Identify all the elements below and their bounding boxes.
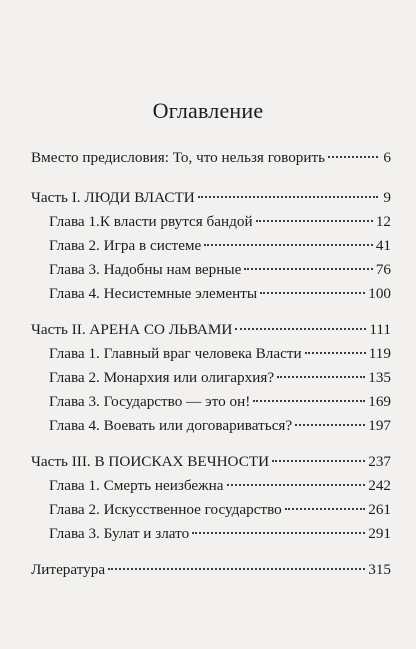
toc-entry-chapter[interactable]: [31, 390, 391, 414]
toc-page-number: 119: [368, 345, 391, 362]
toc-entry-label: Глава 3. Булат и злато: [49, 525, 190, 542]
toc-page-number: 242: [368, 477, 391, 494]
toc-page-number: 135: [368, 369, 391, 386]
dot-leader: [244, 267, 373, 270]
toc-page-number: 169: [368, 393, 391, 410]
toc-entry-label: Литература: [31, 561, 106, 578]
dot-leader: [272, 459, 365, 462]
toc-page-number: 41: [375, 237, 391, 254]
dot-leader: [192, 531, 365, 534]
toc-page-number: 291: [368, 525, 391, 542]
dot-leader: [295, 423, 365, 426]
toc-entry-part-1[interactable]: [31, 186, 391, 210]
dot-leader: [256, 219, 373, 222]
toc-entry-chapter[interactable]: [31, 258, 391, 282]
toc-entry-label: Глава 1. Смерть неизбежна: [49, 477, 224, 494]
toc-entry-chapter[interactable]: [31, 522, 391, 546]
toc-entry-label: Глава 3. Государство — это он!: [49, 393, 251, 410]
dot-leader: [277, 375, 365, 378]
toc-entry-chapter[interactable]: [31, 282, 391, 306]
dot-leader: [204, 243, 373, 246]
toc-entry-chapter[interactable]: [31, 342, 391, 366]
toc-entry-preface[interactable]: [31, 146, 391, 170]
toc-entry-label: Вместо предисловия: То, что нельзя говорить: [31, 149, 326, 166]
toc-page-number: 100: [368, 285, 391, 302]
toc-page-number: 111: [369, 321, 391, 338]
toc-entry-label: Глава 1. Главный враг человека Власти: [49, 345, 302, 362]
toc-entry-chapter[interactable]: [31, 234, 391, 258]
dot-leader: [285, 507, 365, 510]
dot-leader: [235, 327, 366, 330]
toc-page-number: 12: [375, 213, 391, 230]
toc-page-number: 315: [368, 561, 391, 578]
toc-page-number: 9: [383, 189, 391, 206]
dot-leader: [305, 351, 366, 354]
toc-entry-label: Глава 4. Воевать или договариваться?: [49, 417, 293, 434]
toc-page-number: 76: [375, 261, 391, 278]
toc-page-number: 6: [383, 149, 391, 166]
toc-entry-part-2[interactable]: [31, 318, 391, 342]
toc-entry-chapter[interactable]: [31, 498, 391, 522]
toc-entry-label: Часть II. АРЕНА СО ЛЬВАМИ: [31, 321, 233, 338]
toc-entry-part-3[interactable]: [31, 450, 391, 474]
page-title: Оглавление: [152, 98, 264, 123]
toc-entry-label: Глава 3. Надобны нам верные: [49, 261, 242, 278]
toc-entry-label: Глава 4. Несистемные элементы: [49, 285, 258, 302]
toc-page-number: 197: [368, 417, 391, 434]
toc-entry-label: Глава 2. Искусственное государство: [49, 501, 282, 518]
toc-page-number: 261: [368, 501, 391, 518]
toc-entry-chapter[interactable]: [31, 414, 391, 438]
dot-leader: [253, 399, 365, 402]
dot-leader: [227, 483, 366, 486]
toc-entry-label: Глава 2. Монархия или олигархия?: [49, 369, 275, 386]
toc-entry-literature[interactable]: [31, 558, 391, 582]
dot-leader: [328, 155, 378, 158]
table-of-contents: [31, 146, 391, 582]
toc-entry-chapter[interactable]: [31, 474, 391, 498]
toc-entry-label: Часть III. В ПОИСКАХ ВЕЧНОСТИ: [31, 453, 270, 470]
dot-leader: [108, 567, 365, 570]
toc-entry-label: Глава 2. Игра в системе: [49, 237, 202, 254]
dot-leader: [260, 291, 365, 294]
dot-leader: [198, 195, 378, 198]
toc-page-number: 237: [368, 453, 391, 470]
toc-entry-chapter[interactable]: [31, 366, 391, 390]
toc-entry-label: Часть I. ЛЮДИ ВЛАСТИ: [31, 189, 195, 206]
toc-entry-label: Глава 1.К власти рвутся бандой: [49, 213, 253, 230]
toc-entry-chapter[interactable]: [31, 210, 391, 234]
